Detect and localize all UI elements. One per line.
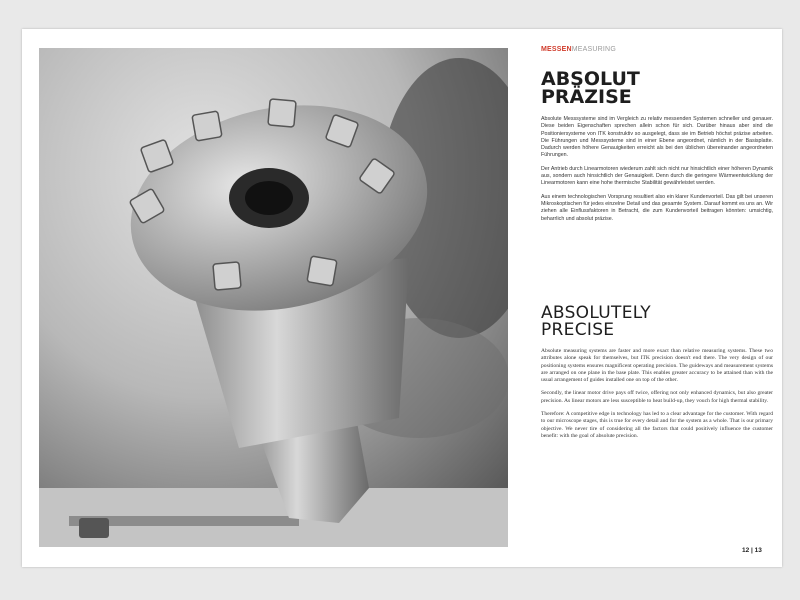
- english-heading: [541, 305, 651, 339]
- english-heading-line1: ABSOLUTELY: [541, 303, 651, 323]
- milling-cutter-photo: [39, 48, 508, 547]
- english-paragraph: Therefore: A competitive edge in technology has led to a clear advantage for the customer. With regard to our microscope stages, this is true for every detail and for the system as a whole. That is our primary objective. We never tire of considering all the factors that could positively influence the customer benefit: with the goal of absolute precision.: [541, 411, 773, 439]
- english-paragraph: Absolute measuring systems are faster and more exact than relative measuring systems. These two attributes alone speak for themselves, but ITK precision doesn't end there. The very design of our positioning systems ensures magnificent operating precision. The guideways and measurement systems are arranged on one plane in the base plate. This enables greater accuracy to be attained than with the usual arrangement of guides installed one on top of the other.: [541, 348, 773, 384]
- german-heading: [541, 70, 640, 106]
- german-heading-line1: ABSOLUT: [541, 68, 640, 90]
- english-body: [541, 348, 773, 446]
- english-heading-line2: PRECISE: [541, 320, 615, 340]
- page-number: 12 | 13: [742, 547, 762, 554]
- section-label: [541, 46, 616, 53]
- section-label-en: MEASURING: [571, 46, 616, 53]
- german-heading-line2: PRÄZISE: [541, 86, 632, 108]
- section-label-de: MESSEN: [541, 46, 572, 53]
- german-paragraph: Absolute Messsysteme sind im Vergleich zu relativ messenden Systemen schneller und genauer. Diese beiden Eigenschaften sprechen allein schon für sich. Darüber hinaus aber sind die Positioniersysteme von ITK konstruktiv so ausgelegt, dass sie im Betrieb höchst präzise arbeiten. Die Führungen und Messsysteme sind in einer Ebene angeordnet, nämlich in der Basisplatte. Dadurch werden höhere Genauigkeiten erreicht als bei den üblichen übereinander angeordneten Führungen.: [541, 116, 773, 159]
- german-paragraph: Der Antrieb durch Linearmotoren wiederum zahlt sich nicht nur hinsichtlich einer höheren Dynamik aus, sondern auch hinsichtlich der Genauigkeit. Denn durch die geringere Wärmeentwicklung der Linearmotoren kann eine hohe thermische Stabilität gewährleistet werden.: [541, 165, 773, 187]
- english-paragraph: Secondly, the linear motor drive pays off twice, offering not only enhanced dynamics, but also greater precision. As linear motors are less susceptible to heat build-up, they vouch for high thermal stability.: [541, 390, 773, 404]
- german-body: [541, 116, 773, 229]
- german-paragraph: Aus einem technologischen Vorsprung resultiert also ein klarer Kundenvorteil. Das gilt bei unseren Mikroskoptischen für jedes einzelne Detail und das gesamte System. Darauf kommt es uns an. Wir ziehen alle Einflussfaktoren in Betracht, die zum Kundenvorteil beitragen könnten: umsichtig, beharrlich und absolut präzise.: [541, 193, 773, 222]
